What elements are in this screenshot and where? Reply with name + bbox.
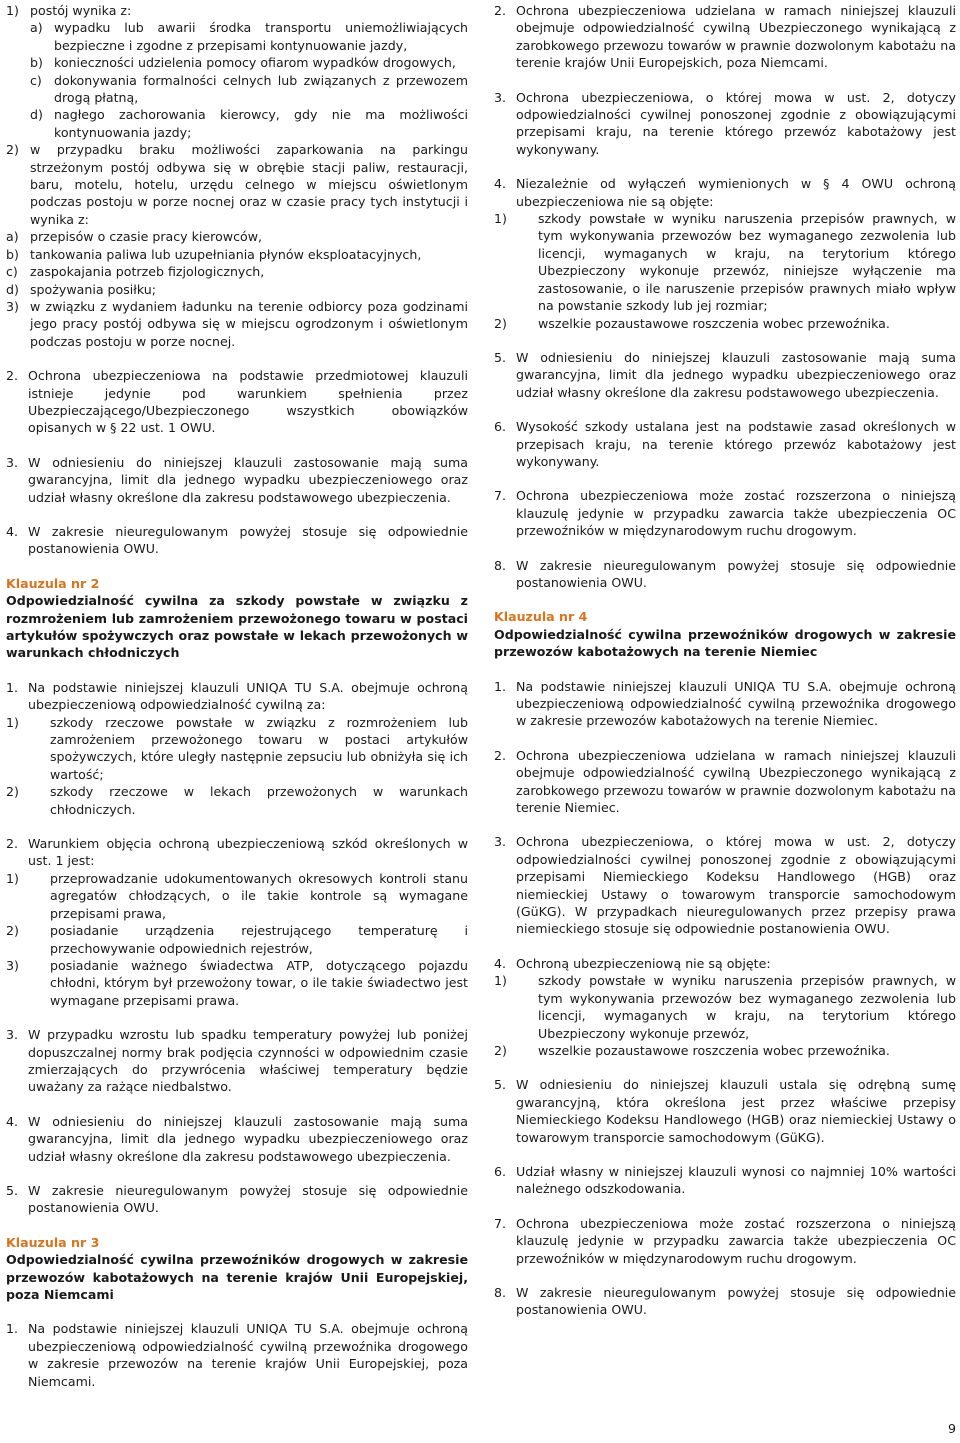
sub-item-text: posiadanie urządzenia rejestrującego temperaturę i przechowywanie odpowiednich rejestrów,: [50, 923, 468, 956]
item-text: w związku z wydaniem ładunku na terenie odbiorcy poza godzinami jego pracy postój odbywa się w miejscu ogrodzonym i oświetlonym podczas postoju w porze nocnej.: [30, 298, 468, 349]
sub-item-number: 1): [494, 211, 507, 227]
paragraph: [494, 557, 956, 592]
paragraph: [6, 1113, 468, 1165]
item-number: 1.: [6, 1321, 19, 1337]
item-text: W odniesieniu do niniejszej klauzuli zastosowanie mają suma gwarancyjna, limit dla jednego wypadku ubezpieczeniowego oraz udział własny określone dla zakresu podstawowego ubezpieczenia.: [516, 349, 956, 400]
item-text: Ochroną ubezpieczeniową nie są objęte:: [516, 955, 771, 971]
item-number: 1): [6, 3, 19, 18]
item-number: 3.: [494, 834, 507, 850]
item-number: 3.: [494, 89, 507, 105]
item-text: Ochrona ubezpieczeniowa na podstawie przedmiotowej klauzuli istnieje jedynie pod warunkiem spełnienia przez Ubezpieczającego/Ubezpieczonego wszystkich obowiązków opisanych w § 22 ust. 1 OWU.: [28, 368, 468, 436]
item-text: W przypadku wzrostu lub spadku temperatury powyżej lub poniżej dopuszczalnej normy brak podjęcia czynności w odpowiednim czasie zmierzających do przywrócenia właściwej temperatury będzie uważany za rażące niedbalstwo.: [28, 1027, 468, 1095]
list-item: [6, 228, 468, 298]
item-text: Ochrona ubezpieczeniowa może zostać rozszerzona o niniejszą klauzulę jedynie w przypadku zawarcia także ubezpieczenia OC przewoźników w międzynarodowym ruchu drogowym.: [516, 488, 956, 539]
paragraph: [494, 1215, 956, 1267]
sub-item: [30, 106, 468, 141]
clause-title: Odpowiedzialność cywilna za szkody powstałe w związku z rozmrożeniem lub zamrożeniem przewożonego towaru w postaci artykułów spożywczych oraz powstałe w lekach przewożonych w warunkach chłodniczych: [6, 593, 468, 661]
sub-item-number: b): [30, 55, 43, 71]
clause-label: Klauzula nr 4: [494, 609, 588, 625]
item-number: 4.: [6, 1113, 19, 1129]
sub-item-number: c): [6, 264, 18, 280]
paragraph: [494, 349, 956, 401]
item-text: Ochrona ubezpieczeniowa może zostać rozszerzona o niniejszą klauzulę jedynie w przypadku zawarcia także ubezpieczenia OC przewoźników w międzynarodowym ruchu drogowym.: [516, 1215, 956, 1266]
sub-item-number: 2): [494, 315, 507, 331]
paragraph: [494, 833, 956, 937]
clause-title: Odpowiedzialność cywilna przewoźników drogowych w zakresie przewozów kabotażowych na terenie Niemiec: [494, 626, 956, 660]
paragraph: [494, 1163, 956, 1198]
sub-item: [6, 870, 468, 922]
sub-item-text: przeprowadzanie udokumentowanych okresowych kontroli stanu agregatów chłodzących, o ile takie kontrole są wymagane przepisami prawa,: [50, 870, 468, 921]
paragraph: [6, 835, 468, 870]
item-number: 2.: [494, 3, 507, 18]
sub-item-number: 2): [6, 784, 19, 800]
page-number: 9: [947, 1421, 956, 1436]
item-text: Na podstawie niniejszej klauzuli UNIQA TU S.A. obejmuje ochroną ubezpieczeniową odpowiedzialność cywilną przewoźnika drogowego w zakresie przewozów na terenie krajów Unii Europejskiej, poza Niemcami.: [28, 1321, 468, 1389]
sub-item-number: b): [6, 246, 19, 262]
item-text: W zakresie nieuregulowanym powyżej stosuje się odpowiednie postanowienia OWU.: [516, 1284, 956, 1318]
item-number: 5.: [494, 349, 507, 365]
item-number: 3.: [6, 1027, 19, 1043]
paragraph: [494, 1284, 956, 1319]
sub-item-number: a): [6, 229, 19, 245]
item-number: 4.: [494, 176, 507, 192]
item-text: Ochrona ubezpieczeniowa, o której mowa w ust. 2, dotyczy odpowiedzialności cywilnej ponoszonej zgodnie z obowiązującymi przepisami kraju, na terenie którego przewóz kabotażowy jest wykonywany.: [516, 89, 956, 157]
item-number: 4.: [494, 955, 507, 971]
sub-item-number: 1): [6, 714, 19, 730]
paragraph: [494, 2, 956, 72]
item-text: Ochrona ubezpieczeniowa, o której mowa w ust. 2, dotyczy odpowiedzialności cywilnej ponoszonej zgodnie z obowiązującymi przepisami Niemieckiego Kodeksu Handlowego (HGB) oraz niemieckiej Ustawy o towarowym transporcie samochodowym (GüKG). W przypadkach nieuregulowanych przez przepisy prawa niemieckiego stosuje się odpowiednie postanowienia OWU.: [516, 834, 956, 937]
item-number: 2): [6, 142, 19, 158]
item-number: 1.: [494, 678, 507, 694]
item-number: 2.: [6, 368, 19, 384]
paragraph: [494, 89, 956, 159]
clause-title: Odpowiedzialność cywilna przewoźników drogowych w zakresie przewozów kabotażowych na terenie krajów Unii Europejskiej, poza Niemcami: [6, 1252, 468, 1302]
sub-item: [6, 228, 468, 245]
sub-item-text: szkody powstałe w wyniku naruszenia przepisów prawnych, w tym wykonywania przewozów bez wymaganego zezwolenia lub licencji, wymaganych w kraju, na terytorium którego Ubezpieczony wykonuje przewóz, niniejsze wyłączenie ma zastosowanie, o ile naruszenie przepisów prawnych miało wpływ na powstanie szkody lub jej rozmiar;: [538, 211, 956, 314]
item-number: 2.: [494, 747, 507, 763]
sub-item: [494, 1042, 956, 1059]
left-column: [6, 2, 468, 1390]
item-text: w przypadku braku możliwości zaparkowania na parkingu strzeżonym postój odbywa się w obrębie stacji paliw, restauracji, baru, motelu, hotelu, urzędu celnego w miejscu oświetlonym podczas postoju w porze nocnej oraz w czasie pracy tych instytucji i wynika z:: [30, 142, 468, 227]
sub-item: [6, 922, 468, 957]
item-text: Udział własny w niniejszej klauzuli wynosi co najmniej 10% wartości należnego odszkodowania.: [516, 1163, 956, 1197]
sub-item: [6, 246, 468, 263]
sub-item-number: a): [30, 20, 43, 36]
sub-item-number: d): [30, 107, 43, 123]
sub-item-text: szkody rzeczowe w lekach przewożonych w warunkach chłodniczych.: [50, 784, 468, 817]
paragraph: [494, 487, 956, 539]
list-item: [6, 2, 468, 141]
right-column: [494, 2, 956, 1319]
sub-item-text: szkody rzeczowe powstałe w związku z rozmrożeniem lub zamrożeniem przewożonego towaru w postaci artykułów spożywczych, które uległy następnie zepsuciu lub obniżyła się ich wartość;: [50, 714, 468, 782]
item-number: 6.: [494, 1163, 507, 1179]
item-number: 2.: [6, 836, 19, 852]
sub-item-number: c): [30, 72, 42, 88]
sub-item: [494, 315, 956, 332]
sub-item-number: 2): [6, 923, 19, 939]
sub-item-number: 2): [494, 1042, 507, 1058]
paragraph: [494, 678, 956, 730]
sub-item-text: wszelkie pozaustawowe roszczenia wobec przewoźnika.: [538, 1042, 890, 1058]
item-text: Ochrona ubezpieczeniowa udzielana w ramach niniejszej klauzuli obejmuje odpowiedzialność cywilną Ubezpieczonego wynikającą z zarobkowego przewozu towarów w prawnie dozwolonym kabotażu na terenie krajów Unii Europejskich, poza Niemcami.: [516, 3, 956, 71]
sub-item-text: zaspokajania potrzeb fizjologicznych,: [30, 264, 265, 280]
item-text: W odniesieniu do niniejszej klauzuli zastosowanie mają suma gwarancyjna, limit dla jednego wypadku ubezpieczeniowego oraz udział własny określone dla zakresu podstawowego ubezpieczenia.: [28, 454, 468, 505]
sub-item-number: 1): [6, 870, 19, 886]
paragraph: [6, 679, 468, 714]
item-text: postój wynika z:: [30, 3, 132, 18]
sub-item-number: 1): [494, 973, 507, 989]
sub-item: [6, 957, 468, 1009]
sub-item-text: wszelkie pozaustawowe roszczenia wobec przewoźnika.: [538, 315, 890, 331]
paragraph: [6, 1182, 468, 1217]
item-text: W odniesieniu do niniejszej klauzuli zastosowanie mają suma gwarancyjna, limit dla jednego wypadku ubezpieczeniowego oraz udział własny określone dla zakresu podstawowego ubezpieczenia.: [28, 1113, 468, 1164]
sub-item: [30, 19, 468, 54]
sub-item: [6, 281, 468, 298]
list-item: [6, 298, 468, 350]
sub-item: [6, 714, 468, 784]
sub-item-text: wypadku lub awarii środka transportu uniemożliwiających bezpieczne i zgodne z przepisami kontynuowanie jazdy,: [54, 20, 468, 53]
sub-item-number: 3): [6, 957, 19, 973]
paragraph: [6, 367, 468, 437]
item-number: 5.: [6, 1182, 19, 1198]
item-number: 3.: [6, 454, 19, 470]
sub-item-text: przepisów o czasie pracy kierowców,: [30, 229, 263, 245]
item-text: W odniesieniu do niniejszej klauzuli ustala się odrębną sumę gwarancyjną, która określona jest przez właściwe przepisy Niemieckiego Kodeksu Handlowego (HGB) oraz niemieckiej Ustawy o towarowym transporcie samochodowym (GüKG).: [516, 1077, 956, 1145]
sub-item: [494, 210, 956, 314]
item-text: Ochrona ubezpieczeniowa udzielana w ramach niniejszej klauzuli obejmuje odpowiedzialność cywilną Ubezpieczonego wynikającą z zarobkowego przewozu towarów w prawnie dozwolonym kabotażu na terenie Niemiec.: [516, 747, 956, 816]
item-number: 6.: [494, 419, 507, 435]
item-number: 5.: [494, 1077, 507, 1093]
sub-item-text: nagłego zachorowania kierowcy, gdy nie ma możliwości kontynuowania jazdy;: [54, 107, 468, 140]
item-number: 1.: [6, 679, 19, 695]
sub-item-text: szkody powstałe w wyniku naruszenia przepisów prawnych, w tym wykonywania przewozów bez wymaganego zezwolenia lub licencji, wymaganych w kraju, na terytorium którego Ubezpieczony wykonuje przewóz,: [538, 973, 956, 1041]
item-text: W zakresie nieuregulowanym powyżej stosuje się odpowiednie postanowienia OWU.: [28, 1182, 468, 1216]
item-text: Na podstawie niniejszej klauzuli UNIQA TU S.A. obejmuje ochroną ubezpieczeniową odpowiedzialność cywilną za:: [28, 679, 468, 713]
sub-item-text: tankowania paliwa lub uzupełniania płynów eksploatacyjnych,: [30, 246, 422, 262]
sub-item: [6, 783, 468, 818]
paragraph: [494, 747, 956, 817]
paragraph: [6, 1026, 468, 1096]
item-text: Niezależnie od wyłączeń wymienionych w § 4 OWU ochroną ubezpieczeniowa nie są objęte:: [516, 176, 956, 209]
paragraph: [6, 454, 468, 506]
item-text: Warunkiem objęcia ochroną ubezpieczeniową szkód określonych w ust. 1 jest:: [28, 836, 468, 869]
paragraph: [494, 1076, 956, 1146]
sub-item: [6, 263, 468, 280]
item-text: Na podstawie niniejszej klauzuli UNIQA TU S.A. obejmuje ochroną ubezpieczeniową odpowiedzialność cywilną przewoźnika drogowego w zakresie przewozów kabotażowych na terenie Niemiec.: [516, 678, 956, 729]
item-text: W zakresie nieuregulowanym powyżej stosuje się odpowiednie postanowienia OWU.: [516, 557, 956, 590]
clause-label: Klauzula nr 3: [6, 1234, 100, 1250]
sub-item-text: konieczności udzielenia pomocy ofiarom wypadków drogowych,: [54, 55, 456, 71]
sub-item-text: dokonywania formalności celnych lub związanych z przewozem drogą płatną,: [54, 72, 468, 106]
item-number: 4.: [6, 523, 19, 539]
paragraph: [494, 175, 956, 210]
sub-item-text: posiadanie ważnego świadectwa ATP, dotyczącego pojazdu chłodni, którym był przewożony towar, o ile takie świadectwo jest wymagane przepisami prawa.: [50, 957, 468, 1008]
sub-item-text: spożywania posiłku;: [30, 281, 157, 297]
list-item: [6, 141, 468, 228]
item-number: 8.: [494, 1284, 507, 1300]
paragraph: [6, 1320, 468, 1390]
sub-item: [30, 54, 468, 71]
item-number: 7.: [494, 1215, 507, 1231]
item-number: 3): [6, 298, 19, 314]
sub-item-number: d): [6, 281, 19, 297]
item-number: 7.: [494, 488, 507, 504]
sub-item: [494, 972, 956, 1042]
item-number: 8.: [494, 557, 507, 573]
sub-item: [30, 72, 468, 107]
item-text: Wysokość szkody ustalana jest na podstawie zasad określonych w przepisach kraju, na terenie którego przewóz kabotażowy jest wykonywany.: [516, 419, 956, 469]
paragraph: [6, 523, 468, 558]
clause-label: Klauzula nr 2: [6, 575, 100, 591]
paragraph: [494, 418, 956, 470]
item-text: W zakresie nieuregulowanym powyżej stosuje się odpowiednie postanowienia OWU.: [28, 523, 468, 557]
paragraph: [494, 955, 956, 972]
